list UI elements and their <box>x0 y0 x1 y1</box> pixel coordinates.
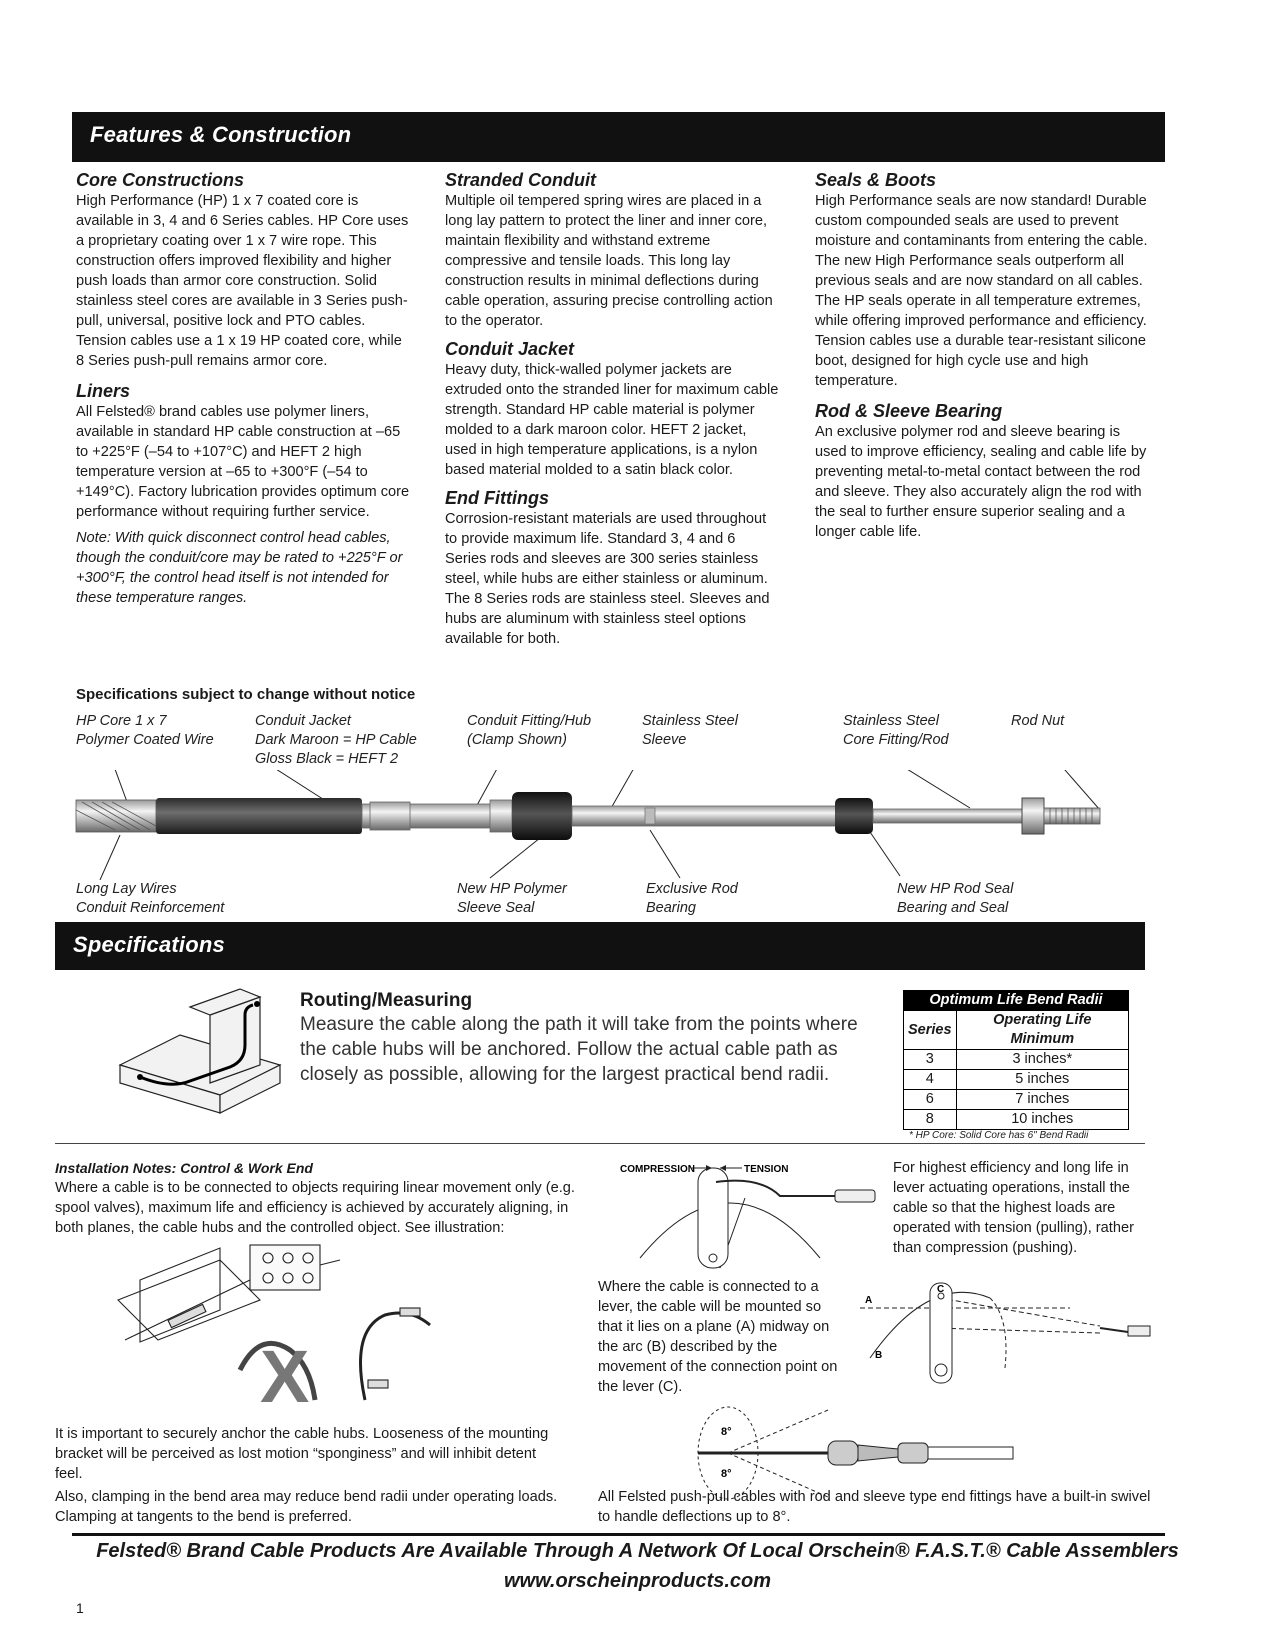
bend-row-series: 6 <box>904 1090 957 1110</box>
bend-row-value: 10 inches <box>956 1110 1128 1130</box>
bend-table-header-minimum: Operating Life Minimum <box>956 1011 1128 1050</box>
swivel-text: All Felsted push-pull cables with rod and sleeve type end fittings have a built-in swivel to handle deflections up to 8°. <box>598 1489 1151 1525</box>
label-long-lay: Long Lay Wires Conduit Reinforcement <box>76 881 225 916</box>
core-title: Core Constructions <box>76 170 245 190</box>
wrong-x-mark: X <box>260 1335 310 1405</box>
compression-tension-diagram <box>620 1158 890 1273</box>
footer-url[interactable] <box>40 1570 1235 1593</box>
features-header <box>72 112 1165 162</box>
install-text-2: It is important to securely anchor the cable hubs. Looseness of the mounting bracket will be perceived as lost motion “sponginess” and will inhibit detent feel. <box>55 1426 549 1482</box>
column-3 <box>815 170 1150 548</box>
cable-illustration <box>70 770 1170 880</box>
core-text: High Performance (HP) 1 x 7 coated core is available in 3, 4 and 6 Series cables. HP Core uses a proprietary coating over 1 x 7 wire rope. This construction offers improved flexibility and higher push loads than armor core construction. Solid stainless steel cores are available in 3 Series push-pull, universal, positive lock and PTO cables. Tension cables use a 1 x 19 HP coated core, while 8 Series push-pull remains armor core. <box>76 193 409 369</box>
column-1 <box>76 170 411 614</box>
angle-lower: 8° <box>721 1468 732 1480</box>
bend-row-value: 3 inches* <box>956 1050 1128 1070</box>
label-point-c: C <box>937 1284 945 1295</box>
tension-label: TENSION <box>744 1164 789 1175</box>
jacket-text: Heavy duty, thick-walled polymer jackets are extruded onto the stranded liner for maximum cable strength. Standard HP cable material is polymer molded to a dark maroon color. HEFT 2 jacket, used in high temperature applications, is a nylon based material molded to a satin black color. <box>445 362 779 478</box>
bend-table-title: Optimum Life Bend Radii <box>904 991 1129 1011</box>
column-2 <box>445 170 780 655</box>
label-rod-seal: New HP Rod Seal Bearing and Seal <box>897 881 1014 916</box>
footer-line: Felsted® Brand Cable Products Are Available Through A Network Of Local Orschein® F.A.S.T.® Cable Assemblers <box>96 1540 1179 1562</box>
bend-radii-table-wrap <box>903 990 1129 1141</box>
label-plane-a: A <box>865 1295 873 1306</box>
footer-rule <box>72 1533 1165 1536</box>
label-arc-b: B <box>875 1350 883 1361</box>
seals-title: Seals & Boots <box>815 170 937 190</box>
label-rod-nut: Rod Nut <box>1011 713 1065 729</box>
temperature-note: Note: With quick disconnect control head cables, though the conduit/core may be rated to +225°F or +300°F, the control head itself is not intended for these temperature ranges. <box>76 530 403 606</box>
lever-arc-diagram <box>860 1278 1160 1408</box>
label-sleeve-seal: New HP Polymer Sleeve Seal <box>457 881 567 916</box>
label-ss-core: Stainless Steel Core Fitting/Rod <box>843 713 949 748</box>
routing-title: Routing/Measuring <box>300 990 473 1011</box>
install-title: Installation Notes: Control & Work End <box>55 1160 313 1176</box>
fittings-text: Corrosion-resistant materials are used throughout to provide maximum life. Standard 3, 4 and 6 Series rods and sleeves are 300 series stainless steel, while hubs are either stainless or aluminum. The 8 Series rods are stainless steel. Sleeves and hubs are aluminum with stainless steel options available for both. <box>445 511 770 647</box>
rod-bearing-text: An exclusive polymer rod and sleeve bearing is used to improve efficiency, sealing and cable life by preventing metal-to-metal contact between the rod and sleeve. They also accurately align the rod with the seal to further ensure superior sealing and a longer cable life. <box>815 424 1147 540</box>
fittings-title: End Fittings <box>445 488 549 508</box>
specifications-header <box>55 922 1145 970</box>
liners-title: Liners <box>76 381 131 401</box>
label-conduit-jacket: Conduit Jacket Dark Maroon = HP Cable Gloss Black = HEFT 2 <box>255 713 417 767</box>
bend-table-header-series: Series <box>904 1011 957 1050</box>
bend-row-series: 4 <box>904 1070 957 1090</box>
features-title: Features & Construction <box>90 122 352 147</box>
stranded-text: Multiple oil tempered spring wires are placed in a long lay pattern to protect the liner and inner core, maintain flexibility and withstand extreme compressive and tensile loads. This long lay construction results in minimal deflections during cable operation, assuring precise controlling action to the operator. <box>445 193 773 329</box>
spec-notice: Specifications subject to change without notice <box>76 686 416 703</box>
angle-upper: 8° <box>721 1426 732 1438</box>
jacket-title: Conduit Jacket <box>445 339 575 359</box>
installation-illustration <box>110 1240 440 1405</box>
liners-text: All Felsted® brand cables use polymer liners, available in standard HP cable construction at –65 to +225°F (–54 to +107°C) and HEFT 2 high temperature version at –65 to +300°F (–54 to +149°C). Factory lubrication provides optimum core performance without requiring further service. <box>76 404 410 520</box>
bend-radii-table <box>903 990 1129 1130</box>
label-hp-core: HP Core 1 x 7 Polymer Coated Wire <box>76 713 214 748</box>
bend-row-series: 3 <box>904 1050 957 1070</box>
routing-text: Measure the cable along the path it will take from the points where the cable hubs will be anchored. Follow the actual cable path as closely as possible, allowing for the largest practical bend radii. <box>300 1014 858 1085</box>
label-rod-bearing: Exclusive Rod Bearing <box>646 881 738 916</box>
efficiency-text: For highest efficiency and long life in lever actuating operations, install the cable so that the highest loads are operated with tension (pulling), rather than compression (pushing). <box>893 1160 1134 1256</box>
rod-bearing-title: Rod & Sleeve Bearing <box>815 401 1003 421</box>
seals-text: High Performance seals are now standard! Durable custom compounded seals are used to prevent moisture and contaminants from entering the cable. The new High Performance seals outperform all previous seals and are now standard on all cables. The HP seals operate in all temperature extremes, while offering improved performance and efficiency. Tension cables use a durable tear-resistant silicone boot, designed for high cycle use and high temperature. <box>815 193 1148 389</box>
mount-text: Where the cable is connected to a lever, the cable will be mounted so that it lies on a plane (A) midway on the arc (B) described by the movement of the connection point on the lever (C). <box>598 1279 838 1395</box>
compression-label: COMPRESSION <box>620 1164 696 1175</box>
routing-illustration <box>110 985 285 1115</box>
install-text-1: Where a cable is to be connected to objects requiring linear movement only (e.g. spool valves), maximum life and efficiency is achieved by accurately aligning, in both planes, the cable hubs and the controlled object. See illustration: <box>55 1180 575 1236</box>
footer-url-text[interactable]: www.orscheinproducts.com <box>503 1570 772 1592</box>
bend-row-value: 7 inches <box>956 1090 1128 1110</box>
install-notes <box>55 1158 595 1238</box>
install-text-3: Also, clamping in the bend area may reduce bend radii under operating loads. Clamping at tangents to the bend is preferred. <box>55 1489 558 1525</box>
stranded-title: Stranded Conduit <box>445 170 596 190</box>
bend-table-footnote: * HP Core: Solid Core has 6" Bend Radii <box>909 1130 1089 1141</box>
specifications-title: Specifications <box>73 932 225 957</box>
bend-row-series: 8 <box>904 1110 957 1130</box>
label-conduit-fitting: Conduit Fitting/Hub (Clamp Shown) <box>467 713 592 748</box>
divider <box>55 1143 1145 1144</box>
routing-section <box>300 990 880 1087</box>
page-number: 1 <box>76 1600 84 1616</box>
label-ss-sleeve: Stainless Steel Sleeve <box>642 713 738 748</box>
bend-row-value: 5 inches <box>956 1070 1128 1090</box>
